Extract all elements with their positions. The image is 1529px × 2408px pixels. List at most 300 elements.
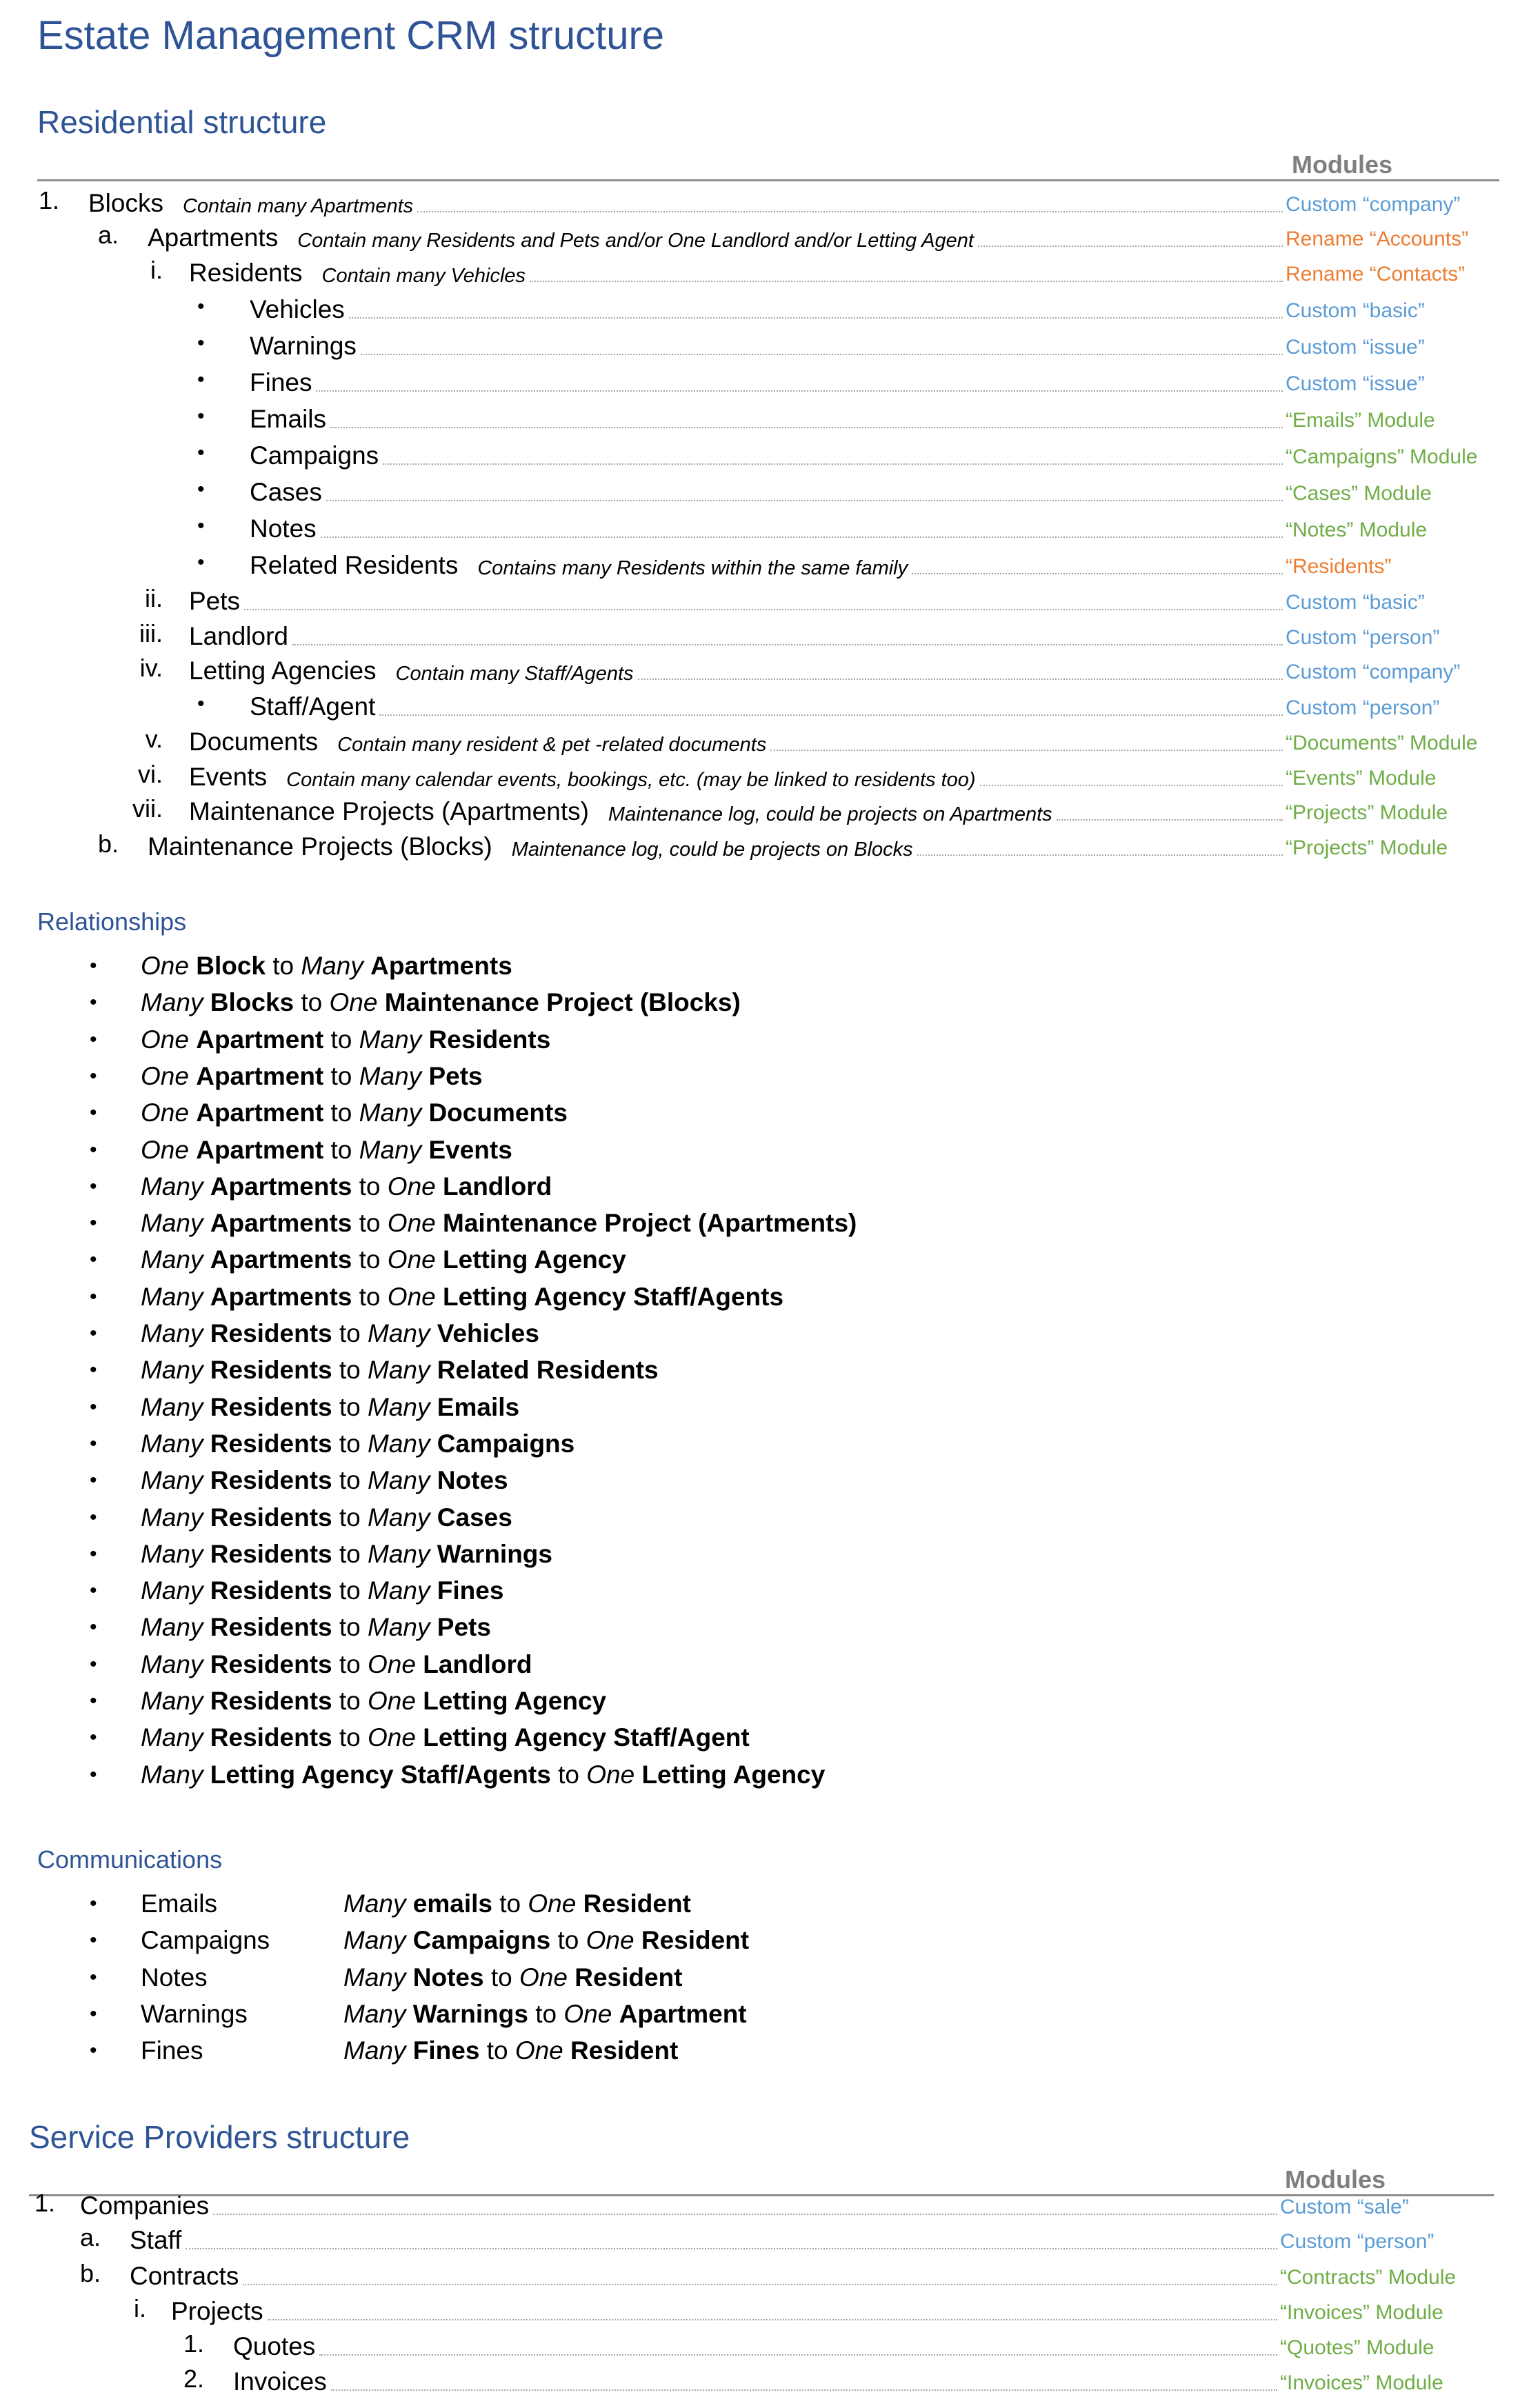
outline-row <box>88 185 1499 218</box>
entity-to: Emails <box>437 1392 520 1421</box>
quantity-from: Many <box>141 1723 203 1752</box>
dotted-leader <box>268 2319 1277 2320</box>
entity-to: Landlord <box>443 1172 552 1201</box>
connector-word: to <box>557 1926 579 1955</box>
communication-name: Warnings <box>141 1999 248 2028</box>
quantity-from: Many <box>141 1613 203 1642</box>
entity-from: Apartment <box>196 1025 324 1054</box>
outline-row <box>189 652 1499 685</box>
entity-to: Documents <box>428 1098 568 1127</box>
item-label: Notes <box>250 514 317 543</box>
relationship-item <box>141 1025 550 1054</box>
communication-name: Campaigns <box>141 1926 270 1955</box>
bullet-glyph: • <box>197 368 205 391</box>
connector-word: to <box>339 1539 361 1568</box>
outline-row <box>189 793 1499 826</box>
connector-word: to <box>330 1061 352 1090</box>
outline-row <box>250 474 1499 507</box>
dotted-leader <box>383 463 1283 465</box>
connector-word: to <box>272 952 294 980</box>
outline-row <box>250 364 1499 397</box>
dotted-leader <box>292 644 1283 645</box>
residential-modules-header: Modules <box>1292 150 1393 179</box>
entity-to: Apartment <box>619 1999 747 2028</box>
item-number: 1. <box>183 2329 204 2358</box>
module-label: “Residents” <box>1286 555 1392 578</box>
outline-row <box>250 688 1499 721</box>
connector-word: to <box>339 1613 361 1642</box>
quantity-to: Many <box>359 1098 422 1127</box>
item-number: ii. <box>145 584 163 612</box>
module-label: “Documents” Module <box>1286 732 1478 754</box>
connector-word: to <box>359 1282 381 1311</box>
connector-word: to <box>339 1356 361 1385</box>
entity-to: Pets <box>437 1613 491 1642</box>
quantity-to: One <box>514 2036 563 2065</box>
module-label: “Projects” Module <box>1286 836 1448 859</box>
entity-from: Notes <box>412 1963 484 1991</box>
module-label: “Cases” Module <box>1286 482 1432 505</box>
quantity-from: Many <box>141 1209 203 1238</box>
quantity-to: Many <box>359 1135 422 1164</box>
entity-to: Pets <box>428 1061 483 1090</box>
item-label: Campaigns <box>250 441 379 470</box>
quantity-from: Many <box>343 1999 406 2028</box>
relationship-item <box>141 988 741 1017</box>
entity-to: Landlord <box>423 1649 532 1678</box>
connector-word: to <box>330 1098 352 1127</box>
bullet-glyph: • <box>90 1064 97 1087</box>
item-label: Letting Agencies <box>189 656 377 685</box>
relationship-item <box>141 1098 568 1127</box>
quantity-to: Many <box>359 1025 422 1054</box>
quantity-from: One <box>141 1025 189 1054</box>
bullet-glyph: • <box>90 1616 97 1639</box>
communications-heading: Communications <box>37 1845 223 1874</box>
entity-from: Residents <box>210 1723 332 1752</box>
outline-row <box>250 510 1499 543</box>
relationship-item <box>141 1393 519 1422</box>
dotted-leader <box>244 609 1283 610</box>
entity-from: Residents <box>210 1576 332 1605</box>
quantity-to: Many <box>368 1539 430 1568</box>
item-note: Contain many Staff/Agents <box>395 663 634 685</box>
bullet-glyph: • <box>197 295 205 318</box>
item-note: Contain many Apartments <box>182 195 414 217</box>
quantity-to: One <box>586 1926 634 1955</box>
connector-word: to <box>339 1576 361 1605</box>
connector-word: to <box>339 1723 361 1752</box>
dotted-leader <box>319 2354 1277 2356</box>
dotted-leader <box>638 679 1283 680</box>
dotted-leader <box>1057 819 1283 821</box>
outline-row <box>189 254 1499 288</box>
relationship-item <box>141 1245 626 1274</box>
item-label: Residents <box>189 259 303 287</box>
quantity-to: Many <box>359 1061 422 1090</box>
connector-word: to <box>339 1319 361 1347</box>
quantity-from: Many <box>141 1503 203 1532</box>
dotted-leader <box>213 2214 1277 2215</box>
bullet-glyph: • <box>90 2039 97 2063</box>
entity-to: Related Residents <box>437 1356 659 1385</box>
module-label: “Projects” Module <box>1286 801 1448 824</box>
quantity-from: Many <box>141 1245 203 1274</box>
item-number: i. <box>150 256 163 284</box>
entity-from: Blocks <box>210 988 294 1017</box>
relationship-item <box>141 1613 491 1642</box>
quantity-from: Many <box>141 988 203 1017</box>
relationship-item <box>141 1466 508 1495</box>
bullet-glyph: • <box>197 478 205 501</box>
module-label: “Quotes” Module <box>1280 2336 1435 2359</box>
entity-from: Letting Agency Staff/Agents <box>210 1760 551 1789</box>
quantity-from: One <box>141 1098 189 1127</box>
relationship-item <box>141 1356 659 1385</box>
entity-from: Apartments <box>210 1245 352 1274</box>
item-label: Staff <box>130 2226 182 2254</box>
entity-to: Apartments <box>370 952 512 980</box>
module-label: Custom “issue” <box>1286 336 1425 359</box>
item-number: a. <box>97 221 119 249</box>
connector-word: to <box>301 988 323 1017</box>
bullet-glyph: • <box>90 1689 97 1712</box>
relationship-item <box>141 1283 783 1312</box>
bullet-glyph: • <box>90 1027 97 1051</box>
outline-row <box>250 401 1499 434</box>
relationship-item <box>141 1687 606 1716</box>
bullet-glyph: • <box>90 1322 97 1345</box>
quantity-from: Many <box>141 1539 203 1568</box>
bullet-glyph: • <box>90 1726 97 1749</box>
communication-relationship <box>343 1963 682 1992</box>
bullet-glyph: • <box>90 1652 97 1676</box>
bullet-glyph: • <box>90 1358 97 1382</box>
quantity-to: Many <box>368 1392 430 1421</box>
outline-row <box>189 723 1499 756</box>
bullet-glyph: • <box>90 2002 97 2025</box>
connector-word: to <box>535 1999 557 2028</box>
bullet-glyph: • <box>90 1285 97 1308</box>
bullet-glyph: • <box>90 1469 97 1492</box>
connector-word: to <box>339 1503 361 1532</box>
entity-to: Letting Agency <box>641 1760 826 1789</box>
dotted-leader <box>980 785 1283 786</box>
item-number: v. <box>145 725 163 753</box>
item-label: Landlord <box>189 622 289 650</box>
entity-to: Events <box>428 1135 512 1164</box>
item-label: Blocks <box>88 189 163 217</box>
module-label: Rename “Accounts” <box>1286 228 1469 250</box>
module-label: Custom “company” <box>1286 193 1461 216</box>
page-title: Estate Management CRM structure <box>37 13 665 58</box>
dotted-leader <box>349 317 1283 319</box>
communication-relationship <box>343 2036 678 2065</box>
relationship-item <box>141 1540 552 1569</box>
entity-from: emails <box>412 1889 492 1918</box>
module-label: “Emails” Module <box>1286 409 1435 432</box>
entity-from: Apartment <box>196 1098 324 1127</box>
outline-row <box>233 2328 1494 2361</box>
outline-row <box>189 618 1499 651</box>
entity-to: Warnings <box>437 1539 552 1568</box>
bullet-glyph: • <box>197 514 205 537</box>
quantity-from: One <box>141 1061 189 1090</box>
connector-word: to <box>330 1025 352 1054</box>
quantity-to: One <box>368 1649 416 1678</box>
entity-to: Campaigns <box>437 1429 575 1458</box>
dotted-leader <box>316 390 1283 392</box>
item-label: Pets <box>189 587 241 615</box>
outline-row <box>250 437 1499 470</box>
quantity-from: Many <box>343 1926 406 1955</box>
dotted-leader <box>917 854 1283 856</box>
entity-from: Residents <box>210 1466 332 1495</box>
quantity-from: Many <box>141 1576 203 1605</box>
quantity-to: One <box>368 1687 416 1715</box>
dotted-leader <box>330 427 1283 428</box>
relationship-item <box>141 1650 532 1679</box>
quantity-to: One <box>387 1282 436 1311</box>
quantity-from: Many <box>141 1466 203 1495</box>
entity-to: Residents <box>428 1025 551 1054</box>
module-label: Custom “company” <box>1286 661 1461 683</box>
item-label: Contracts <box>130 2262 239 2290</box>
item-label: Vehicles <box>250 295 345 323</box>
entity-to: Vehicles <box>437 1319 539 1347</box>
connector-word: to <box>486 2036 508 2065</box>
entity-from: Residents <box>210 1539 332 1568</box>
relationship-item <box>141 1136 512 1165</box>
quantity-from: Many <box>343 1963 406 1991</box>
quantity-to: Many <box>368 1319 430 1347</box>
entity-to: Letting Agency Staff/Agent <box>423 1723 750 1752</box>
entity-to: Resident <box>641 1926 750 1955</box>
module-label: Custom “sale” <box>1280 2196 1409 2218</box>
entity-to: Resident <box>583 1889 691 1918</box>
entity-from: Residents <box>210 1503 332 1532</box>
connector-word: to <box>339 1466 361 1495</box>
outline-row <box>250 547 1499 580</box>
relationship-item <box>141 1062 483 1091</box>
bullet-glyph: • <box>90 1579 97 1603</box>
entity-from: Block <box>196 952 266 980</box>
entity-to: Resident <box>570 2036 679 2065</box>
bullet-glyph: • <box>90 1965 97 1989</box>
dotted-leader <box>243 2284 1277 2285</box>
relationship-item <box>141 1429 574 1458</box>
bullet-glyph: • <box>90 1212 97 1235</box>
item-label: Related Residents <box>250 551 459 579</box>
quantity-from: One <box>141 952 189 980</box>
communication-name: Notes <box>141 1963 208 1991</box>
quantity-from: Many <box>141 1392 203 1421</box>
outline-row <box>233 2363 1494 2396</box>
entity-to: Letting Agency <box>423 1687 607 1715</box>
quantity-to: Many <box>301 952 363 980</box>
dotted-leader <box>326 500 1283 501</box>
item-label: Cases <box>250 478 322 506</box>
connector-word: to <box>359 1245 381 1274</box>
module-label: Custom “person” <box>1286 626 1440 649</box>
bullet-glyph: • <box>90 1395 97 1418</box>
item-label: Warnings <box>250 332 357 360</box>
item-label: Quotes <box>233 2332 316 2360</box>
connector-word: to <box>359 1209 381 1238</box>
connector-word: to <box>490 1963 512 1991</box>
item-number: 1. <box>34 2189 55 2217</box>
relationships-heading: Relationships <box>37 907 187 936</box>
quantity-to: One <box>586 1760 635 1789</box>
relationship-item <box>141 1209 857 1238</box>
quantity-to: Many <box>368 1466 430 1495</box>
quantity-from: One <box>141 1135 189 1164</box>
connector-word: to <box>339 1392 361 1421</box>
item-label: Invoices <box>233 2367 327 2396</box>
item-label: Fines <box>250 368 312 397</box>
bullet-glyph: • <box>90 1542 97 1565</box>
bullet-glyph: • <box>90 1929 97 1952</box>
entity-to: Notes <box>437 1466 508 1495</box>
bullet-glyph: • <box>197 551 205 574</box>
connector-word: to <box>330 1135 352 1164</box>
quantity-from: Many <box>141 1687 203 1715</box>
bullet-glyph: • <box>90 1432 97 1455</box>
item-label: Staff/Agent <box>250 692 376 721</box>
item-number: a. <box>79 2223 101 2251</box>
connector-word: to <box>499 1889 521 1918</box>
relationship-item <box>141 1723 750 1752</box>
module-label: Custom “basic” <box>1286 299 1425 322</box>
dotted-leader <box>530 281 1283 282</box>
quantity-to: One <box>519 1963 568 1991</box>
entity-from: Residents <box>210 1687 332 1715</box>
quantity-from: Many <box>141 1282 203 1311</box>
item-number: iii. <box>139 619 163 648</box>
quantity-to: One <box>329 988 378 1017</box>
item-label: Companies <box>80 2191 210 2220</box>
entity-from: Campaigns <box>412 1926 551 1955</box>
item-label: Maintenance Projects (Apartments) <box>189 797 589 825</box>
quantity-from: Many <box>141 1356 203 1385</box>
connector-word: to <box>339 1649 361 1678</box>
quantity-to: Many <box>368 1356 430 1385</box>
connector-word: to <box>359 1172 381 1201</box>
item-number: 1. <box>38 186 59 214</box>
outline-row <box>189 759 1499 792</box>
module-label: “Contracts” Module <box>1280 2266 1457 2289</box>
item-note: Maintenance log, could be projects on Blocks <box>511 839 913 861</box>
entity-from: Apartment <box>196 1061 324 1090</box>
item-note: Contain many Vehicles <box>321 265 526 287</box>
item-label: Maintenance Projects (Blocks) <box>148 832 492 861</box>
connector-word: to <box>339 1687 361 1715</box>
quantity-from: Many <box>141 1429 203 1458</box>
entity-to: Maintenance Project (Apartments) <box>443 1209 857 1238</box>
relationship-item <box>141 952 512 981</box>
dotted-leader <box>379 714 1283 716</box>
bullet-glyph: • <box>90 1505 97 1529</box>
module-label: “Invoices” Module <box>1280 2371 1443 2394</box>
entity-to: Maintenance Project (Blocks) <box>384 988 741 1017</box>
bullet-glyph: • <box>90 1892 97 1915</box>
entity-to: Resident <box>574 1963 683 1991</box>
relationship-item <box>141 1172 552 1201</box>
module-label: Rename “Contacts” <box>1286 263 1466 285</box>
entity-to: Letting Agency <box>443 1245 626 1274</box>
dotted-leader <box>417 211 1283 212</box>
outline-row <box>189 583 1499 616</box>
bullet-glyph: • <box>90 954 97 977</box>
module-label: Custom “person” <box>1280 2230 1435 2253</box>
communication-name: Fines <box>141 2036 203 2065</box>
outline-row <box>250 328 1499 361</box>
item-label: Projects <box>171 2297 263 2325</box>
bullet-glyph: • <box>197 692 205 715</box>
connector-word: to <box>339 1429 361 1458</box>
communication-relationship <box>343 1889 691 1918</box>
quantity-to: One <box>387 1172 436 1201</box>
module-label: “Events” Module <box>1286 767 1437 790</box>
quantity-to: One <box>387 1245 436 1274</box>
dotted-leader <box>978 245 1283 247</box>
module-label: “Notes” Module <box>1286 519 1428 541</box>
quantity-to: One <box>387 1209 436 1238</box>
relationship-item <box>141 1319 539 1348</box>
outline-row <box>130 2222 1494 2255</box>
entity-from: Apartment <box>196 1135 324 1164</box>
item-note: Contain many resident & pet -related documents <box>337 734 767 756</box>
bullet-glyph: • <box>90 1174 97 1198</box>
entity-to: Letting Agency Staff/Agents <box>443 1282 784 1311</box>
dotted-leader <box>361 354 1283 355</box>
dotted-leader <box>331 2389 1277 2391</box>
entity-to: Fines <box>437 1576 504 1605</box>
dotted-leader <box>321 536 1283 538</box>
relationship-item <box>141 1503 512 1532</box>
residential-heading: Residential structure <box>37 104 327 140</box>
quantity-to: Many <box>368 1613 430 1642</box>
item-number: b. <box>79 2259 101 2287</box>
outline-row <box>250 291 1499 324</box>
dotted-leader <box>770 750 1283 751</box>
service-modules-header: Modules <box>1285 2165 1386 2194</box>
item-label: Documents <box>189 728 319 756</box>
entity-from: Residents <box>210 1319 332 1347</box>
item-number: vi. <box>138 760 163 788</box>
item-number: b. <box>97 830 119 858</box>
item-number: vii. <box>132 794 163 823</box>
entity-from: Apartments <box>210 1172 352 1201</box>
item-number: i. <box>134 2294 146 2322</box>
module-label: “Campaigns” Module <box>1286 445 1478 468</box>
item-note: Contain many calendar events, bookings, etc. (may be linked to residents too) <box>286 769 976 791</box>
entity-from: Fines <box>412 2036 480 2065</box>
item-note: Contain many Residents and Pets and/or One Landlord and/or Letting Agent <box>297 230 974 252</box>
dotted-leader <box>186 2248 1277 2249</box>
bullet-glyph: • <box>197 441 205 464</box>
quantity-to: Many <box>368 1503 430 1532</box>
item-label: Emails <box>250 405 327 433</box>
communication-relationship <box>343 1926 749 1955</box>
item-number: iv. <box>139 654 163 682</box>
entity-from: Residents <box>210 1429 332 1458</box>
dotted-leader <box>912 573 1283 574</box>
outline-row <box>148 828 1499 861</box>
bullet-glyph: • <box>197 332 205 354</box>
bullet-glyph: • <box>90 1101 97 1125</box>
outline-row <box>148 219 1499 252</box>
